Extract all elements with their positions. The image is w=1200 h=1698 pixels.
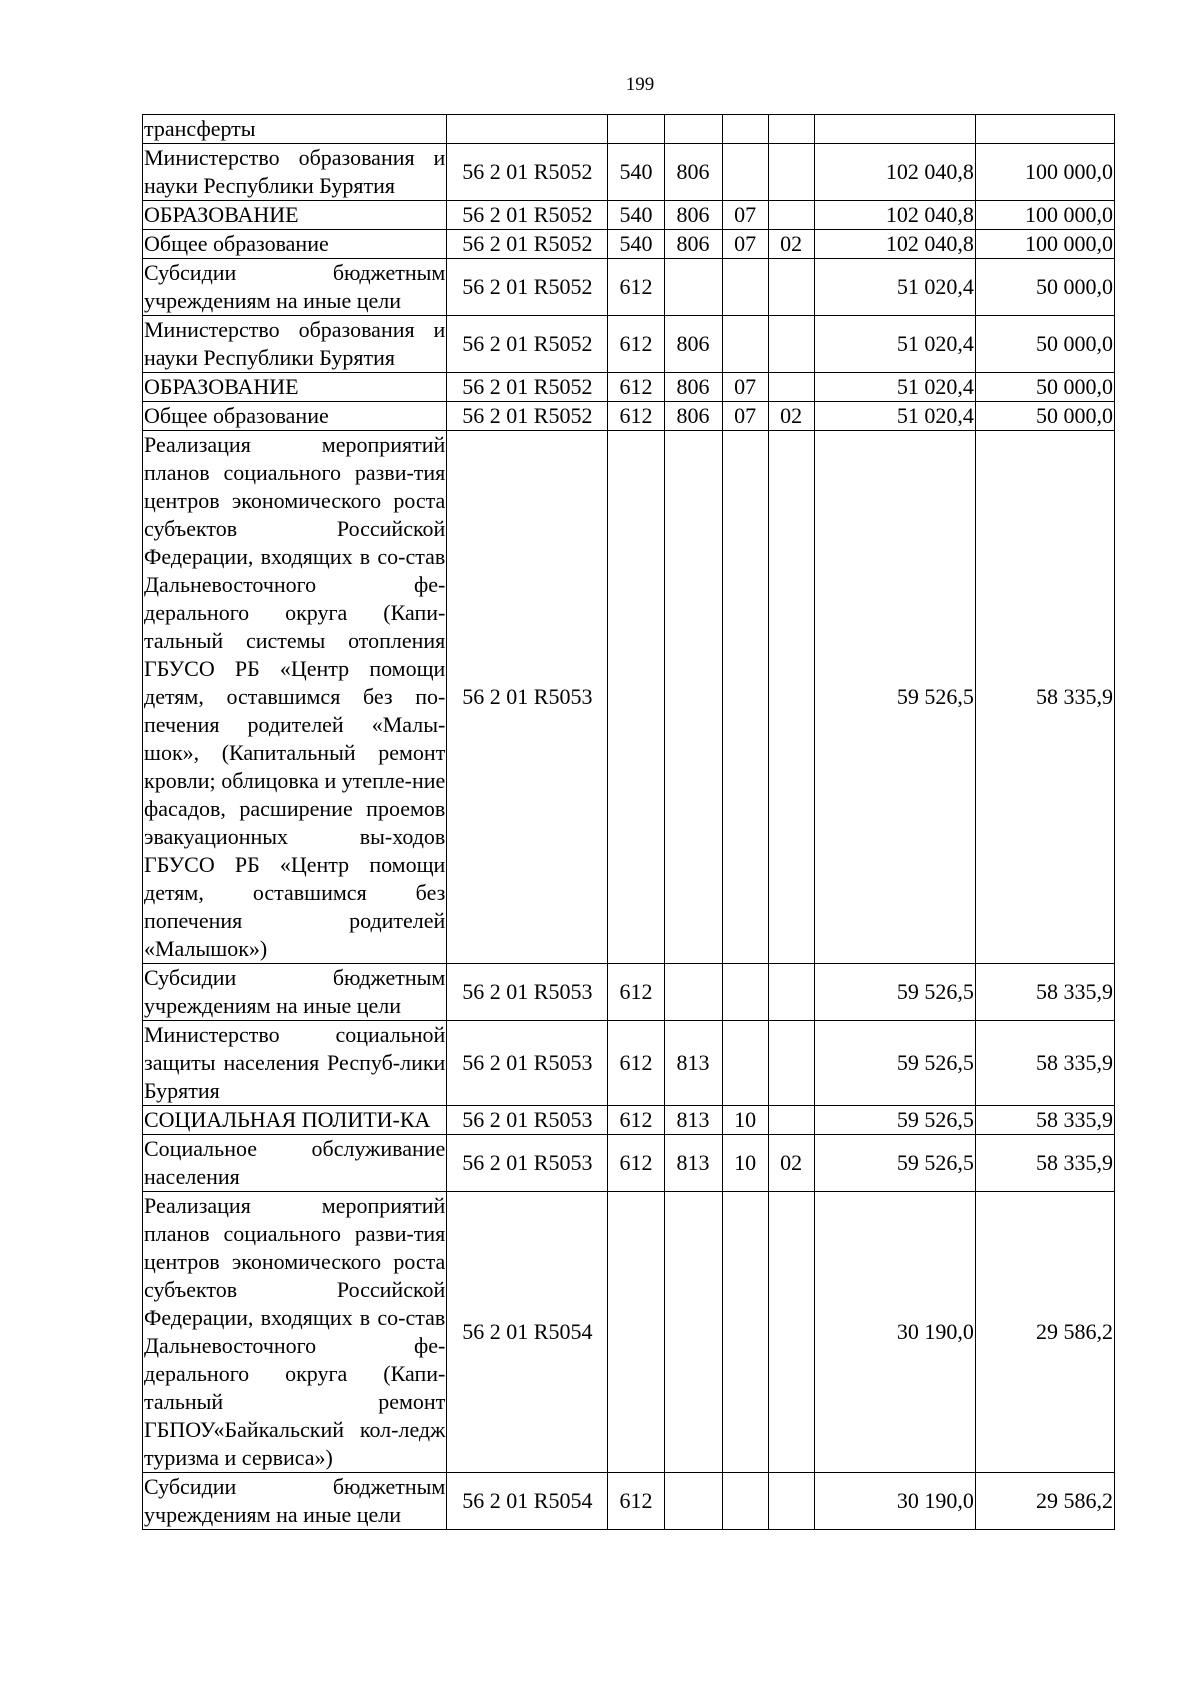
row-rz: [722, 1473, 768, 1530]
row-sum-1: 102 040,8: [814, 144, 975, 201]
row-pr: [768, 316, 814, 373]
row-sum-2: 29 586,2: [975, 1473, 1114, 1530]
row-adm: [664, 431, 722, 964]
row-sum-2: 50 000,0: [975, 316, 1114, 373]
row-pr: [768, 259, 814, 316]
row-code: 56 2 01 R5052: [447, 373, 608, 402]
row-sum-1: 59 526,5: [814, 431, 975, 964]
row-sum-1: 59 526,5: [814, 1135, 975, 1192]
row-adm: [664, 115, 722, 144]
row-sum-1: 102 040,8: [814, 230, 975, 259]
row-sum-2: 58 335,9: [975, 431, 1114, 964]
row-name: Общее образование: [143, 402, 447, 431]
row-code: 56 2 01 R5052: [447, 316, 608, 373]
row-vr: 612: [608, 259, 664, 316]
row-code: 56 2 01 R5053: [447, 1106, 608, 1135]
row-rz: [722, 259, 768, 316]
budget-table-body: [143, 115, 1115, 1530]
row-rz: [722, 431, 768, 964]
row-code: 56 2 01 R5052: [447, 144, 608, 201]
row-vr: 612: [608, 1021, 664, 1106]
row-vr: 612: [608, 1135, 664, 1192]
table-row: [143, 1192, 1115, 1473]
table-row: [143, 1106, 1115, 1135]
page-number: 199: [625, 74, 655, 95]
row-rz: 07: [722, 373, 768, 402]
row-sum-2: 50 000,0: [975, 402, 1114, 431]
row-adm: [664, 1192, 722, 1473]
table-row: [143, 431, 1115, 964]
row-rz: [722, 1021, 768, 1106]
row-sum-2: 58 335,9: [975, 964, 1114, 1021]
row-name: Реализация мероприятий планов социального разви-тия центров экономического роста субъектов Российской Федерации, входящих в со-став Дальневосточного фе-дерального округа (Капи-тальный ремонт ГБПОУ«Байкальский кол-ледж туризма и сервиса»): [143, 1192, 447, 1473]
row-vr: 612: [608, 316, 664, 373]
row-adm: 806: [664, 373, 722, 402]
row-vr: 612: [608, 964, 664, 1021]
row-sum-2: 50 000,0: [975, 373, 1114, 402]
row-pr: [768, 115, 814, 144]
row-code: 56 2 01 R5054: [447, 1473, 608, 1530]
row-code: 56 2 01 R5053: [447, 964, 608, 1021]
row-vr: 612: [608, 1473, 664, 1530]
row-rz: [722, 1192, 768, 1473]
table-row: [143, 316, 1115, 373]
row-sum-2: 29 586,2: [975, 1192, 1114, 1473]
row-pr: [768, 144, 814, 201]
row-name: Министерство образования и науки Республики Бурятия: [143, 316, 447, 373]
row-pr: [768, 201, 814, 230]
row-sum-1: 51 020,4: [814, 373, 975, 402]
row-adm: 806: [664, 316, 722, 373]
row-adm: 806: [664, 402, 722, 431]
row-vr: 540: [608, 144, 664, 201]
row-sum-1: 30 190,0: [814, 1192, 975, 1473]
row-adm: 806: [664, 144, 722, 201]
row-vr: [608, 115, 664, 144]
row-sum-1: 30 190,0: [814, 1473, 975, 1530]
row-pr: 02: [768, 402, 814, 431]
row-pr: [768, 1473, 814, 1530]
row-vr: 540: [608, 230, 664, 259]
row-vr: 612: [608, 402, 664, 431]
row-vr: 612: [608, 373, 664, 402]
row-sum-2: 100 000,0: [975, 201, 1114, 230]
row-adm: [664, 259, 722, 316]
row-adm: 813: [664, 1021, 722, 1106]
row-name: трансферты: [143, 115, 447, 144]
row-name: Субсидии бюджетным учреждениям на иные цели: [143, 1473, 447, 1530]
row-sum-1: 59 526,5: [814, 964, 975, 1021]
row-name: СОЦИАЛЬНАЯ ПОЛИТИ-КА: [143, 1106, 447, 1135]
row-code: 56 2 01 R5053: [447, 1135, 608, 1192]
row-name: Субсидии бюджетным учреждениям на иные цели: [143, 964, 447, 1021]
row-rz: [722, 115, 768, 144]
row-code: 56 2 01 R5052: [447, 230, 608, 259]
row-code: 56 2 01 R5052: [447, 402, 608, 431]
row-sum-1: 102 040,8: [814, 201, 975, 230]
row-adm: [664, 964, 722, 1021]
row-name: Социальное обслуживание населения: [143, 1135, 447, 1192]
table-row: [143, 144, 1115, 201]
row-rz: 07: [722, 230, 768, 259]
row-name: ОБРАЗОВАНИЕ: [143, 201, 447, 230]
budget-table: [142, 114, 1115, 1530]
table-row: [143, 1021, 1115, 1106]
row-pr: [768, 1021, 814, 1106]
row-adm: 806: [664, 201, 722, 230]
table-row: [143, 964, 1115, 1021]
row-pr: 02: [768, 230, 814, 259]
row-code: 56 2 01 R5052: [447, 201, 608, 230]
table-row: [143, 201, 1115, 230]
row-pr: [768, 373, 814, 402]
row-vr: 612: [608, 1106, 664, 1135]
row-pr: [768, 1192, 814, 1473]
row-name: ОБРАЗОВАНИЕ: [143, 373, 447, 402]
row-adm: [664, 1473, 722, 1530]
row-pr: [768, 964, 814, 1021]
table-row: [143, 259, 1115, 316]
row-code: [447, 115, 608, 144]
row-pr: [768, 1106, 814, 1135]
row-adm: 813: [664, 1106, 722, 1135]
row-adm: 806: [664, 230, 722, 259]
table-row: [143, 373, 1115, 402]
row-name: Министерство образования и науки Республики Бурятия: [143, 144, 447, 201]
row-rz: [722, 964, 768, 1021]
row-sum-2: 58 335,9: [975, 1021, 1114, 1106]
row-code: 56 2 01 R5053: [447, 431, 608, 964]
table-row: [143, 1135, 1115, 1192]
row-code: 56 2 01 R5054: [447, 1192, 608, 1473]
row-name: Общее образование: [143, 230, 447, 259]
row-sum-1: [814, 115, 975, 144]
row-rz: 07: [722, 201, 768, 230]
row-rz: [722, 316, 768, 373]
row-code: 56 2 01 R5052: [447, 259, 608, 316]
row-sum-1: 51 020,4: [814, 259, 975, 316]
row-rz: 10: [722, 1135, 768, 1192]
row-name: Субсидии бюджетным учреждениям на иные цели: [143, 259, 447, 316]
table-row: [143, 230, 1115, 259]
row-sum-1: 59 526,5: [814, 1021, 975, 1106]
row-sum-2: 50 000,0: [975, 259, 1114, 316]
row-sum-2: 58 335,9: [975, 1106, 1114, 1135]
table-row: [143, 1473, 1115, 1530]
row-rz: 07: [722, 402, 768, 431]
row-pr: [768, 431, 814, 964]
row-sum-2: [975, 115, 1114, 144]
row-rz: [722, 144, 768, 201]
row-sum-1: 51 020,4: [814, 402, 975, 431]
row-adm: 813: [664, 1135, 722, 1192]
row-sum-1: 59 526,5: [814, 1106, 975, 1135]
row-sum-1: 51 020,4: [814, 316, 975, 373]
row-vr: [608, 1192, 664, 1473]
row-rz: 10: [722, 1106, 768, 1135]
row-code: 56 2 01 R5053: [447, 1021, 608, 1106]
row-pr: 02: [768, 1135, 814, 1192]
table-row: [143, 115, 1115, 144]
row-vr: 540: [608, 201, 664, 230]
row-vr: [608, 431, 664, 964]
row-name: Министерство социальной защиты населения Респуб-лики Бурятия: [143, 1021, 447, 1106]
row-sum-2: 100 000,0: [975, 230, 1114, 259]
row-sum-2: 58 335,9: [975, 1135, 1114, 1192]
row-sum-2: 100 000,0: [975, 144, 1114, 201]
table-row: [143, 402, 1115, 431]
row-name: Реализация мероприятий планов социального разви-тия центров экономического роста субъектов Российской Федерации, входящих в со-став Дальневосточного фе-дерального округа (Капи-тальный системы отопления ГБУСО РБ «Центр помощи детям, оставшимся без по-печения родителей «Малы-шок», (Капитальный ремонт кровли; облицовка и утепле-ние фасадов, расширение проемов эвакуационных вы-ходов ГБУСО РБ «Центр помощи детям, оставшимся без попечения родителей «Малышок»): [143, 431, 447, 964]
